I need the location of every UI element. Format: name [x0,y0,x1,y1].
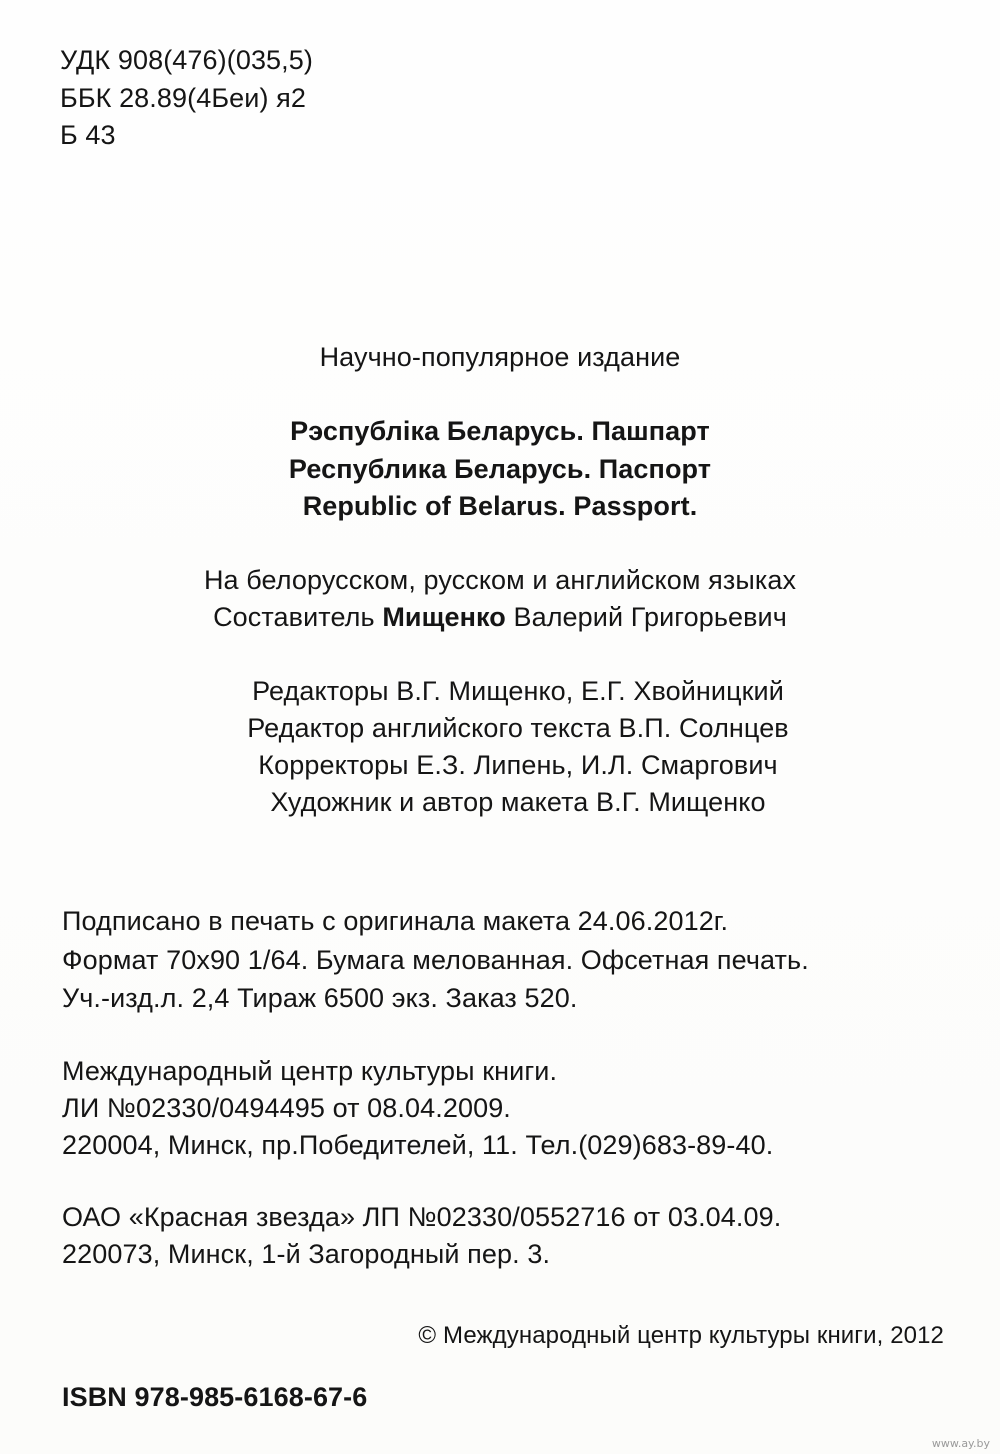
title-russian: Республика Беларусь. Паспорт [288,454,712,484]
printer-address: 220073, Минск, 1-й Загородный пер. 3. [62,1239,551,1269]
credit-english-editor: Редактор английского текста В.П. Солнцев [247,713,789,743]
title-belarusian: Рэспубліка Беларусь. Пашпарт [290,416,710,446]
isbn: ISBN 978-985-6168-67-6 [62,1382,368,1412]
publisher-name: Международный центр культуры книги. [62,1056,558,1086]
title-english: Republic of Belarus. Passport. [302,491,698,521]
publisher-license: ЛИ №02330/0494495 от 08.04.2009. [62,1093,511,1123]
compiler-prefix: Составитель [213,602,375,632]
compiler-name: Валерий Григорьевич [513,602,787,632]
udk-code: УДК 908(476)(035,5) [60,45,313,75]
publisher-address: 220004, Минск, пр.Победителей, 11. Тел.(029)683-89-40. [62,1130,774,1160]
languages-note: На белорусском, русском и английском языках [203,565,797,595]
compiler-surname: Мищенко [382,602,506,632]
print-run: Уч.-изд.л. 2,4 Тираж 6500 экз. Заказ 520. [62,983,578,1013]
print-format: Формат 70х90 1/64. Бумага мелованная. Офсетная печать. [62,945,809,975]
bbk-code: ББК 28.89(4Беи) я2 [60,83,306,113]
credit-proofreaders: Корректоры Е.З. Липень, И.Л. Смаргович [258,750,778,780]
credit-artist: Художник и автор макета В.Г. Мищенко [270,787,766,817]
edition-type: Научно-популярное издание [319,342,681,372]
print-signed: Подписано в печать с оригинала макета 24.06.2012г. [62,906,729,936]
site-watermark: www.ay.by [931,1437,990,1450]
compiler-line [0,599,1000,635]
copyright-notice: © Международный центр культуры книги, 2012 [418,1322,944,1349]
author-mark: Б 43 [60,120,116,150]
credit-editors: Редакторы В.Г. Мищенко, Е.Г. Хвойницкий [252,676,784,706]
printer-name: ОАО «Красная звезда» ЛП №02330/0552716 от 03.04.09. [62,1202,782,1232]
